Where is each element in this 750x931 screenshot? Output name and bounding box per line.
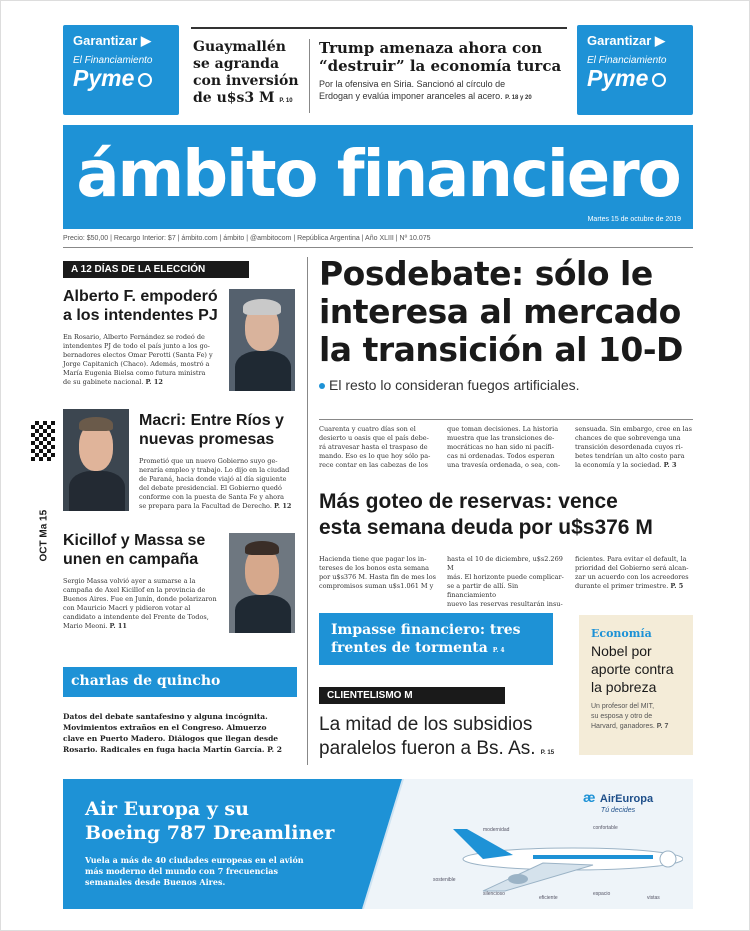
ad-left-top-text: Garantizar xyxy=(73,33,138,48)
top-rule xyxy=(191,27,567,29)
air-title-2: Boeing 787 Dreamliner xyxy=(85,822,335,844)
air-ad-body xyxy=(85,855,304,888)
teaser-guaymallen-line4: de u$s3 M xyxy=(193,90,275,106)
page-ref: P. 2 xyxy=(267,745,282,754)
air-label-7: vistas xyxy=(647,895,660,901)
charlas-title: charlas de quincho xyxy=(71,673,221,689)
economia-box[interactable] xyxy=(579,615,693,755)
story-kicillof-body-1: campaña de Axel Kicillof en la provincia de xyxy=(63,586,206,594)
air-body-0: Vuela a más de 40 ciudades europeas en el avión xyxy=(85,855,304,865)
lead-col3-2: transición desordenada cuyos ri- xyxy=(575,443,683,451)
lead-col1-0: Cuarenta y cuatro días son el xyxy=(319,425,416,433)
economia-body-0: Un profesor del MIT, xyxy=(591,703,655,710)
lead-col-3 xyxy=(575,425,693,470)
teaser-trump-body2: Erdogan y evalúa imponer aranceles al acero. xyxy=(319,91,503,101)
story-kicillof-body-5: Mario Meoni. xyxy=(63,622,108,630)
photo-macri xyxy=(63,409,129,511)
page-ref: P. 4 xyxy=(492,647,505,654)
air-brand-sub: Tú decides xyxy=(600,807,636,814)
air-brand xyxy=(583,789,653,814)
ad-right-mid-text: El Financiamiento xyxy=(587,55,667,66)
reservas-head-1: Más goteo de reservas: vence xyxy=(319,490,618,513)
impasse-box[interactable] xyxy=(319,613,553,665)
air-body-2: semanales desde Buenos Aires. xyxy=(85,877,226,887)
air-label-5: eficiente xyxy=(539,895,558,901)
page-ref: P. 12 xyxy=(273,502,292,510)
lead-col1-3: mando. Eso es lo que hoy sólo pa- xyxy=(319,452,431,460)
reservas-col1-0: Hacienda tiene que pagar los in- xyxy=(319,555,427,563)
reservas-col-2 xyxy=(447,555,565,609)
story-macri-body-5: se prepara para la Facultad de Derecho. xyxy=(139,502,272,510)
air-label-2: confortable xyxy=(593,825,618,831)
reservas-col3-2: zar un acuerdo con los acreedores xyxy=(575,573,689,581)
reservas-story[interactable] xyxy=(319,489,699,541)
pyme-ad-right[interactable] xyxy=(577,25,693,115)
masthead-date: Martes 15 de octubre de 2019 xyxy=(587,216,681,223)
story-alberto-body-4: María Eugenia Bielsa como futura ministra xyxy=(63,369,206,377)
ad-left-mid-text: El Financiamiento xyxy=(73,55,153,66)
story-macri-head1: Macri: Entre Ríos y xyxy=(139,412,284,429)
lead-head-1: Posdebate: sólo le xyxy=(319,254,653,293)
reservas-col3-3: durante el primer trimestre. xyxy=(575,582,669,590)
charlas-banner[interactable] xyxy=(63,667,297,697)
vertical-date: OCT Ma 15 xyxy=(38,509,50,562)
air-title-1: Air Europa y su xyxy=(85,798,249,820)
air-label-1: modernidad xyxy=(483,827,510,833)
lead-col1-1: desierto u oasis que el país debe- xyxy=(319,434,429,442)
reservas-col3-1: prioridad del Gobierno será alcan- xyxy=(575,564,689,572)
charlas-body[interactable] xyxy=(63,711,303,755)
air-label-4: silencioso xyxy=(483,891,505,897)
clientelismo-head-2: paralelos fueron a Bs. As. xyxy=(319,738,536,759)
story-alberto-body-3: Jorge Capitanich (Chaco). Además, mostró a xyxy=(63,360,210,368)
lead-col3-1: chances de que sobrevenga una xyxy=(575,434,681,442)
masthead-meta: Precio: $50,00 | Recargo Interior: $7 | ámbito.com | ámbito | @ambitocom | República Argentina | Año XLIII | Nº 10.075 xyxy=(63,235,431,242)
reservas-col2-2: se a partir de allí. Sin financiamiento xyxy=(447,582,519,599)
lead-col-1 xyxy=(319,425,437,470)
reservas-col1-2: por u$s376 M. Hasta fin de mes los xyxy=(319,573,436,581)
reservas-head-2: esta semana deuda por u$s376 M xyxy=(319,516,653,539)
column-divider xyxy=(307,257,308,765)
teaser-guaymallen-line3: con inversión xyxy=(193,73,299,89)
page-ref: P. 3 xyxy=(663,461,677,469)
story-alberto[interactable] xyxy=(63,287,231,387)
bullet-dot xyxy=(319,383,325,389)
air-europa-logo-icon: æ xyxy=(583,789,596,805)
lead-col3-4: la economía y la sociedad. xyxy=(575,461,662,469)
photo-alberto-fernandez xyxy=(229,289,295,391)
clientelismo-tag: CLIENTELISMO M xyxy=(319,687,505,704)
photo-massa xyxy=(229,533,295,633)
lead-col-2 xyxy=(447,425,565,470)
charlas-line-3: Rosario. Radicales en fuga hacia Martín García. xyxy=(63,745,265,754)
story-macri-body-2: de Paraná, hacia donde viajó al día siguiente xyxy=(139,475,287,483)
lead-kicker-rule xyxy=(319,419,693,420)
masthead xyxy=(63,125,693,229)
air-europa-ad[interactable] xyxy=(63,779,693,909)
economia-section: Economía xyxy=(591,627,652,640)
pyme-ad-left[interactable] xyxy=(63,25,179,115)
economia-body-2: Harvard, ganadores. xyxy=(591,723,655,730)
teaser-trump-title2: “destruir” la economía turca xyxy=(319,57,562,75)
charlas-line-1: Movimientos extraños en el Congreso. Almuerzo xyxy=(63,723,267,732)
story-macri-body-4: conforme con la puesta de Santa Fe y ahora xyxy=(139,493,285,501)
teaser-divider xyxy=(309,39,310,113)
gear-icon xyxy=(652,73,666,87)
clientelismo-head-1: La mitad de los subsidios xyxy=(319,714,533,735)
story-kicillof-body-3: con Mauricio Macri y pidieron votar al xyxy=(63,604,191,612)
checker-mark xyxy=(31,421,55,461)
story-alberto-body-5: de su gabinete nacional. xyxy=(63,378,144,386)
play-icon: ▶ xyxy=(140,33,151,48)
lead-story[interactable] xyxy=(319,255,699,393)
page-ref: P. 15 xyxy=(540,750,555,756)
teaser-trump[interactable] xyxy=(319,39,569,104)
ad-right-brand: Pyme xyxy=(587,65,649,91)
lead-head-2: interesa al mercado xyxy=(319,292,681,331)
page-ref: P. 5 xyxy=(670,582,684,590)
reservas-col2-0: hasta el 10 de diciembre, u$s2.269 M xyxy=(447,555,563,572)
clientelismo-story[interactable] xyxy=(319,713,569,765)
story-alberto-body-0: En Rosario, Alberto Fernández se rodeó de xyxy=(63,333,205,341)
page-ref: P. 10 xyxy=(279,98,293,104)
story-kicillof[interactable] xyxy=(63,531,233,631)
story-alberto-body-1: intendentes PJ de todo el país junto a los go- xyxy=(63,342,210,350)
lead-col2-4: una travesía ordenada, o sea, con- xyxy=(447,461,561,469)
teaser-guaymallen[interactable] xyxy=(193,39,303,110)
lead-col2-0: que toman decisiones. La historia xyxy=(447,425,559,433)
story-macri-head2: nuevas promesas xyxy=(139,431,275,448)
ad-left-brand: Pyme xyxy=(73,65,135,91)
reservas-col2-3: nuevo las reservas resultarán insu- xyxy=(447,600,563,608)
lead-head-3: la transición al 10-D xyxy=(319,330,683,369)
story-macri-body-1: neraría empleo y trabajo. Lo dijo en la ciudad xyxy=(139,466,290,474)
economia-head-2: aporte contra xyxy=(591,661,674,677)
reservas-col3-0: ficientes. Para evitar el default, la xyxy=(575,555,687,563)
economia-head-1: Nobel por xyxy=(591,643,652,659)
story-kicillof-body-2: Buenos Aires. Fue en Junín, donde polarizaron xyxy=(63,595,217,603)
lead-col1-4: rece contar en las cabezas de los xyxy=(319,461,428,469)
lead-col1-2: rá atravesar hasta el traspaso de xyxy=(319,443,428,451)
charlas-line-2: clave en Puerto Madero. Diálogos que llegan desde xyxy=(63,734,279,743)
story-alberto-body-2: bernadores electos Omar Perotti (Santa Fe) y xyxy=(63,351,213,359)
story-kicillof-head2: unen en campaña xyxy=(63,551,199,568)
page-ref: P. 7 xyxy=(656,723,669,730)
lead-col3-3: betes tendrían un alto costo para xyxy=(575,452,685,460)
ad-right-top-text: Garantizar xyxy=(587,33,652,48)
story-kicillof-head1: Kicillof y Massa se xyxy=(63,532,206,549)
story-kicillof-body-0: Sergio Massa volvió ayer a sumarse a la xyxy=(63,577,196,585)
air-brand-name: AirEuropa xyxy=(599,793,654,805)
impasse-line2: frentes de tormenta xyxy=(331,640,488,656)
story-alberto-head1: Alberto F. empoderó xyxy=(63,288,218,305)
charlas-line-0: Datos del debate santafesino y alguna incógnita. xyxy=(63,712,268,721)
story-macri-body-3: del debate presidencial. El Gobierno quedó xyxy=(139,484,282,492)
impasse-line1: Impasse financiero: tres xyxy=(331,622,521,638)
lead-col3-0: sensuada. Sin embargo, cree en las xyxy=(575,425,692,433)
air-label-6: espacio xyxy=(593,891,611,897)
gear-icon xyxy=(138,73,152,87)
teaser-guaymallen-line2: se agranda xyxy=(193,56,280,72)
reservas-col2-1: más. El horizonte puede complicar- xyxy=(447,573,564,581)
air-ad-title xyxy=(85,797,334,845)
economia-head-3: la pobreza xyxy=(591,679,657,695)
story-macri[interactable] xyxy=(139,411,299,511)
meta-rule xyxy=(63,247,693,248)
teaser-guaymallen-line1: Guaymallén xyxy=(193,39,286,55)
story-macri-body-0: Prometió que un nuevo Gobierno suyo ge- xyxy=(139,457,278,465)
air-body-1: más moderno del mundo con 7 frecuencias xyxy=(85,866,278,876)
reservas-col-1 xyxy=(319,555,437,591)
teaser-trump-body1: Por la ofensiva en Siria. Sancionó al círculo de xyxy=(319,79,506,89)
election-tag: A 12 DÍAS DE LA ELECCIÓN xyxy=(63,261,249,278)
lead-col2-2: mocráticas no han sido ni pacífi- xyxy=(447,443,554,451)
economia-body-1: su esposa y otro de xyxy=(591,713,653,720)
lead-kicker: El resto lo consideran fuegos artificiales. xyxy=(329,377,580,393)
reservas-col-3 xyxy=(575,555,693,591)
reservas-col1-1: tereses de los bonos esta semana xyxy=(319,564,430,572)
lead-col2-3: cas ni ordenadas. Todos esperan xyxy=(447,452,555,460)
story-alberto-head2: a los intendentes PJ xyxy=(63,307,218,324)
air-label-3: sostenible xyxy=(433,877,456,883)
page-ref: P. 11 xyxy=(109,622,127,630)
play-icon: ▶ xyxy=(654,33,665,48)
page-ref: P. 12 xyxy=(145,378,163,386)
page-ref: P. 18 y 20 xyxy=(505,95,532,101)
masthead-title: ámbito financiero xyxy=(76,138,680,212)
story-kicillof-body-4: candidato a intendente del Frente de Todos, xyxy=(63,613,209,621)
airplane-illustration xyxy=(423,819,683,899)
teaser-trump-title1: Trump amenaza ahora con xyxy=(319,39,543,57)
lead-col2-1: muestra que las transiciones de- xyxy=(447,434,555,442)
reservas-col1-3: compromisos suman u$s1.061 M y xyxy=(319,582,434,590)
